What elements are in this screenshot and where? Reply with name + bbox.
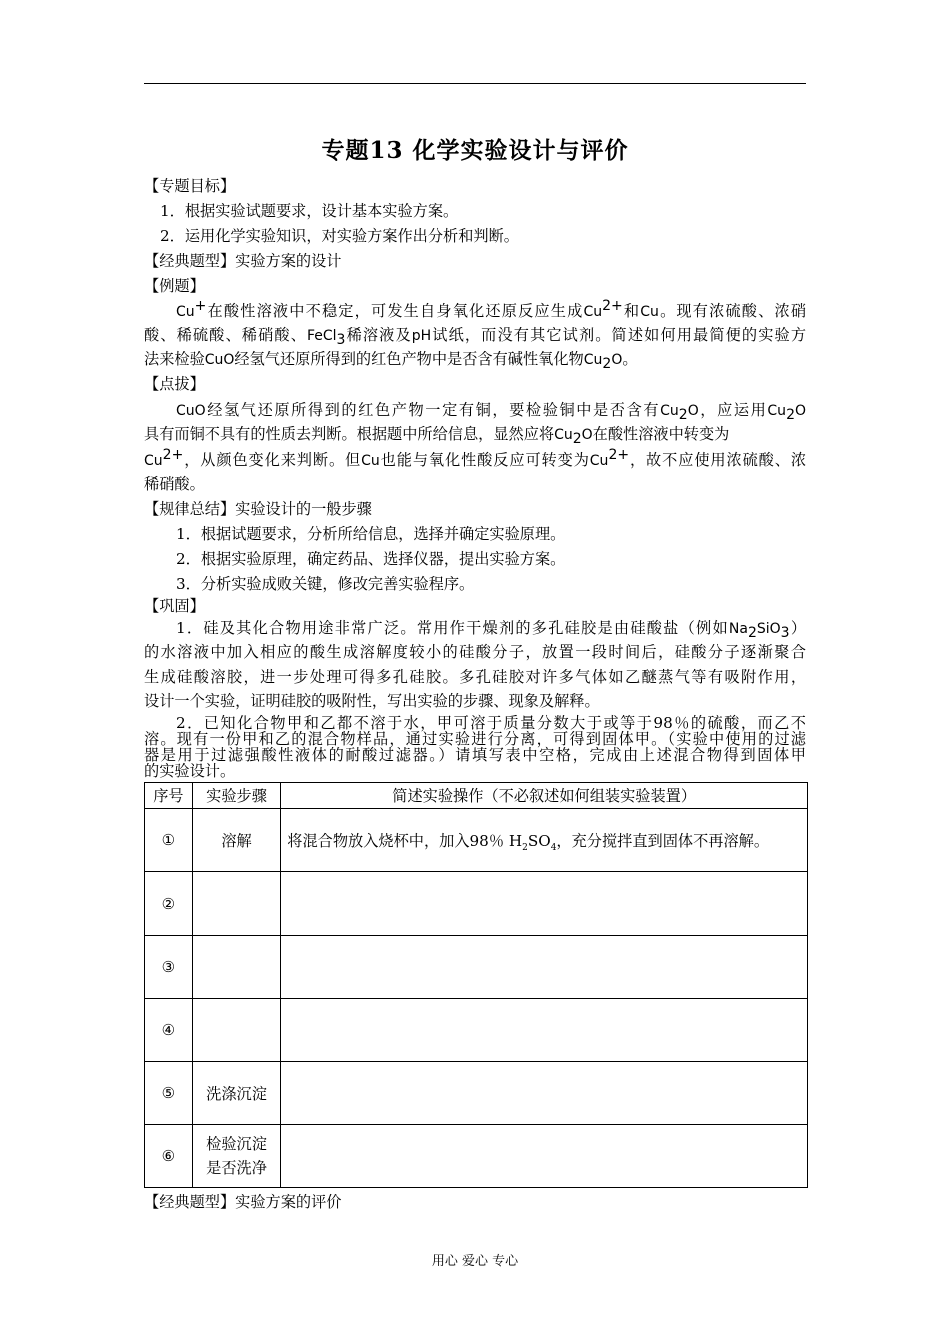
table-row xyxy=(145,809,808,872)
header-operation: 简述实验操作（不必叙述如何组装实验装置） xyxy=(281,783,808,809)
row-operation xyxy=(281,1125,808,1188)
page-title: 专题13 化学实验设计与评价 xyxy=(321,137,629,164)
row-no: ⑥ xyxy=(145,1125,193,1188)
row-step xyxy=(192,872,280,936)
table-row xyxy=(145,1062,808,1125)
consolidate-p2-line-2: 溶。现有一份甲和乙的混合物样品，通过实验进行分离，可得到固体甲。（实验中使用的过滤 xyxy=(144,730,806,748)
table-header-row xyxy=(145,783,808,809)
row-step xyxy=(192,999,280,1062)
typical-heading-design: 【经典题型】实验方案的设计 xyxy=(144,252,342,270)
goals-heading: 【专题目标】 xyxy=(144,177,236,195)
row-no: ① xyxy=(145,809,193,872)
row-operation xyxy=(281,1062,808,1125)
goal-item-1: 1．根据实验试题要求，设计基本实验方案。 xyxy=(160,202,459,220)
header-no: 序号 xyxy=(145,783,193,809)
hint-line-4: 稀硝酸。 xyxy=(144,475,205,493)
typical-heading-evaluation: 【经典题型】实验方案的评价 xyxy=(144,1193,342,1211)
consolidate-p1-line-4: 设计一个实验，证明硅胶的吸附性，写出实验的步骤、现象及解释。 xyxy=(144,692,600,710)
consolidate-p1-line-2: 的水溶液中加入相应的酸生成溶解度较小的硅酸分子，放置一段时间后，硅酸分子逐渐聚合 xyxy=(144,643,806,661)
row-no: ③ xyxy=(145,936,193,999)
row-operation xyxy=(281,872,808,936)
consolidate-p2-line-1: 2．已知化合物甲和乙都不溶于水，甲可溶于质量分数大于或等于98％的硫酸，而乙不 xyxy=(176,714,806,732)
summary-item-1: 1．根据试题要求，分析所给信息，选择并确定实验原理。 xyxy=(176,525,566,543)
row-no: ② xyxy=(145,872,193,936)
row-operation xyxy=(281,936,808,999)
summary-item-2: 2．根据实验原理，确定药品、选择仪器，提出实验方案。 xyxy=(176,550,566,568)
summary-item-3: 3．分析实验成败关键，修改完善实验程序。 xyxy=(176,575,475,593)
row-step xyxy=(192,936,280,999)
consolidate-p2-line-4: 的实验设计。 xyxy=(144,762,236,780)
example-line-1: Cu+在酸性溶液中不稳定，可发生自身氧化还原反应生成$Cu^{2+}$和Cu。现有浓硫酸、浓硝 xyxy=(176,297,806,320)
goal-item-2: 2．运用化学实验知识，对实验方案作出分析和判断。 xyxy=(160,227,519,245)
table-row xyxy=(145,1125,808,1188)
consolidate-p1-line-1: 1．硅及其化合物用途非常广泛。常用作干燥剂的多孔硅胶是由硅酸盐（例如$Na_2SiO_3$） xyxy=(176,619,807,642)
hint-line-3: $Cu^{2+}$，从颜色变化来判断。但Cu也能与氧化性酸反应可转变为$Cu^{2+}$，故不应使用浓硫酸、浓 xyxy=(144,446,807,469)
consolidate-p1-line-3: 生成硅酸溶胶，进一步处理可得多孔硅胶。多孔硅胶对许多气体如乙醚蒸气等有吸附作用， xyxy=(144,668,806,686)
example-heading: 【例题】 xyxy=(144,277,205,295)
hint-line-2: 具有而铜不具有的性质去判断。根据题中所给信息，显然应将$Cu_2O$在酸性溶液中转变为 xyxy=(144,425,730,448)
row-no: ④ xyxy=(145,999,193,1062)
hint-heading: 【点拔】 xyxy=(144,375,205,393)
row-operation xyxy=(281,999,808,1062)
example-line-2: 酸、稀硫酸、稀硝酸、FeCl$_3$稀溶液及pH试纸，而没有其它试剂。简述如何用最简便的实验方 xyxy=(144,326,807,349)
page-footer: 用心 爱心 专心 xyxy=(431,1254,519,1269)
table-row xyxy=(145,872,808,936)
consolidate-heading: 【巩固】 xyxy=(144,597,205,615)
example-line-3: 法来检验CuO经氢气还原所得到的红色产物中是否含有碱性氧化物$Cu_2O$。 xyxy=(144,350,638,373)
row-step: 洗涤沉淀 xyxy=(192,1062,280,1125)
hint-line-1: CuO经氢气还原所得到的红色产物一定有铜，要检验铜中是否含有$Cu_2O$，应运用$Cu_2O$ xyxy=(176,401,807,424)
experiment-table xyxy=(144,782,808,1188)
table-row xyxy=(145,936,808,999)
consolidate-p2-line-3: 器是用于过滤强酸性液体的耐酸过滤器。）请填写表中空格，完成由上述混合物得到固体甲 xyxy=(144,746,806,764)
header-rule xyxy=(144,83,806,84)
row-step: 溶解 xyxy=(192,809,280,872)
row-operation: 将混合物放入烧杯中，加入98％ $H_2SO_4$，充分搅拌直到固体不再溶解。 xyxy=(281,809,808,872)
header-step: 实验步骤 xyxy=(192,783,280,809)
row-no: ⑤ xyxy=(145,1062,193,1125)
summary-heading: 【规律总结】实验设计的一般步骤 xyxy=(144,500,372,518)
row-step: 检验沉淀 是否洗净 xyxy=(192,1125,280,1188)
table-row xyxy=(145,999,808,1062)
